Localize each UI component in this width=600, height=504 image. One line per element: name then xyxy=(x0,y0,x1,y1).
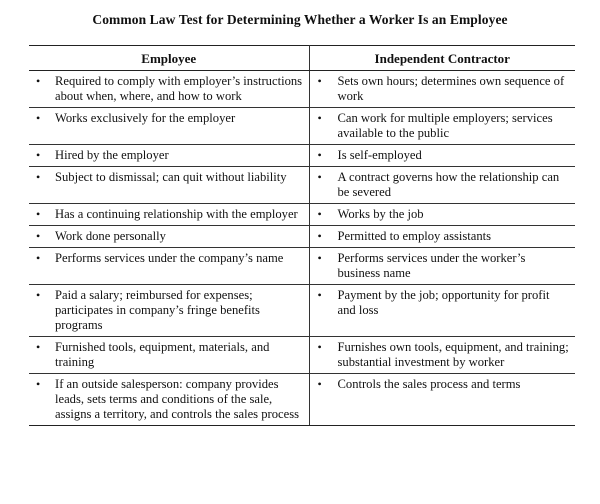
table-row xyxy=(29,337,575,374)
table-row xyxy=(29,285,575,337)
bullet-icon: • xyxy=(36,377,41,391)
table-row xyxy=(29,145,575,167)
bullet-icon: • xyxy=(36,251,41,265)
employee-trait: Required to comply with employer’s instructions about when, where, and how to work xyxy=(55,74,303,103)
employee-trait: Work done personally xyxy=(55,229,166,243)
bullet-icon: • xyxy=(36,111,41,125)
bullet-icon: • xyxy=(317,207,322,221)
contractor-trait: A contract governs how the relationship can be severed xyxy=(337,170,560,199)
contractor-trait: Is self-employed xyxy=(337,148,422,162)
employee-trait: Furnished tools, equipment, materials, and training xyxy=(55,340,270,369)
document-title: Common Law Test for Determining Whether a Worker Is an Employee xyxy=(92,12,508,27)
contractor-trait: Sets own hours; determines own sequence of work xyxy=(337,74,565,103)
employee-trait: If an outside salesperson: company provides leads, sets terms and conditions of the sale, assigns a territory, and controls the sales process xyxy=(55,377,299,421)
employee-trait: Hired by the employer xyxy=(55,148,169,162)
contractor-trait: Payment by the job; opportunity for profit and loss xyxy=(337,288,550,317)
bullet-icon: • xyxy=(317,288,322,302)
table-row xyxy=(29,167,575,204)
employee-trait: Subject to dismissal; can quit without liability xyxy=(55,170,287,184)
table-row xyxy=(29,71,575,108)
bullet-icon: • xyxy=(317,148,322,162)
table-row xyxy=(29,374,575,426)
table-row xyxy=(29,108,575,145)
bullet-icon: • xyxy=(317,111,322,125)
bullet-icon: • xyxy=(317,377,322,391)
employee-trait: Performs services under the company’s name xyxy=(55,251,284,265)
comparison-table xyxy=(29,45,575,426)
bullet-icon: • xyxy=(317,340,322,354)
table-row xyxy=(29,248,575,285)
table-row xyxy=(29,204,575,226)
bullet-icon: • xyxy=(317,170,322,184)
header-contractor: Independent Contractor xyxy=(309,46,575,71)
bullet-icon: • xyxy=(317,251,322,265)
bullet-icon: • xyxy=(36,170,41,184)
table-row xyxy=(29,226,575,248)
bullet-icon: • xyxy=(317,229,322,243)
contractor-trait: Works by the job xyxy=(337,207,424,221)
bullet-icon: • xyxy=(36,74,41,88)
bullet-icon: • xyxy=(317,74,322,88)
bullet-icon: • xyxy=(36,340,41,354)
employee-trait: Paid a salary; reimbursed for expenses; participates in company’s fringe benefits programs xyxy=(55,288,260,332)
contractor-trait: Performs services under the worker’s business name xyxy=(337,251,526,280)
contractor-trait: Permitted to employ assistants xyxy=(337,229,492,243)
contractor-trait: Can work for multiple employers; services available to the public xyxy=(337,111,553,140)
header-employee: Employee xyxy=(29,46,309,71)
table-header-row xyxy=(29,46,575,71)
employee-trait: Has a continuing relationship with the employer xyxy=(55,207,298,221)
bullet-icon: • xyxy=(36,229,41,243)
contractor-trait: Controls the sales process and terms xyxy=(337,377,521,391)
bullet-icon: • xyxy=(36,148,41,162)
contractor-trait: Furnishes own tools, equipment, and training; substantial investment by worker xyxy=(337,340,569,369)
bullet-icon: • xyxy=(36,207,41,221)
employee-trait: Works exclusively for the employer xyxy=(55,111,236,125)
bullet-icon: • xyxy=(36,288,41,302)
